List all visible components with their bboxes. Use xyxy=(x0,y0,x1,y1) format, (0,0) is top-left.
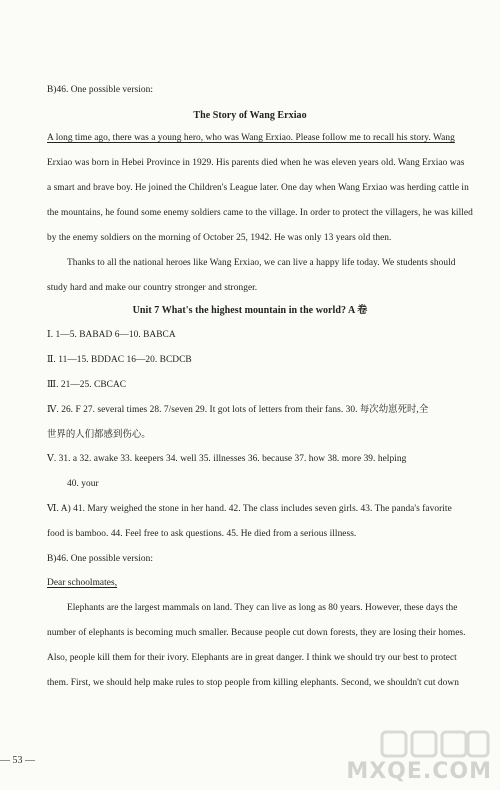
letter-line-4: them. First, we should help make rules to stop people from killing elephants. Second, we shouldn't cut down xyxy=(47,678,459,688)
essay-line-7: study hard and make our country stronger and stronger. xyxy=(47,283,258,293)
letter-line-3: Also, people kill them for their ivory. Elephants are in great danger. I think we should try our best to protect xyxy=(47,653,457,663)
essay-line-3: a smart and brave boy. He joined the Children's League later. One day when Wang Erxiao was herding cattle in xyxy=(47,183,469,193)
letter-salutation: Dear schoolmates, xyxy=(47,578,118,588)
answer-part-4: Ⅳ. 26. F 27. several times 28. 7/seven 29. It got lots of letters from their fans. 30. 每次幼崽死时,全 xyxy=(47,405,429,415)
essay-title: The Story of Wang Erxiao xyxy=(193,110,307,121)
answer-part-5-cont: 40. your xyxy=(67,479,99,489)
essay-line-1: A long time ago, there was a young hero, who was Wang Erxiao. Please follow me to recall his story. Wang xyxy=(47,133,455,143)
answer-part-5: Ⅴ. 31. a 32. awake 33. keepers 34. well 35. illnesses 36. because 37. how 38. more 39. helping xyxy=(47,454,407,464)
letter-line-1: Elephants are the largest mammals on land. They can live as long as 80 years. However, these days the xyxy=(67,603,458,613)
essay-line-4: the mountains, he found some enemy soldiers came to the village. In order to protect the villagers, he was killed xyxy=(47,208,473,218)
essay-line-6: Thanks to all the national heroes like Wang Erxiao, we can live a happy life today. We students should xyxy=(67,258,456,268)
unit-title: Unit 7 What's the highest mountain in the world? A 卷 xyxy=(132,305,368,316)
essay-line-2: Erxiao was born in Hebei Province in 1929. His parents died when he was eleven years old. Wang Erxiao was xyxy=(47,158,465,168)
answer-part-6: Ⅵ. A) 41. Mary weighed the stone in her hand. 42. The class includes seven girls. 43. The panda's favorite xyxy=(47,504,452,514)
section-heading-46b: B)46. One possible version: xyxy=(47,554,154,564)
page-number: — 53 — xyxy=(0,755,35,766)
essay-line-5: by the enemy soldiers on the morning of October 25, 1942. He was only 13 years old then. xyxy=(47,233,392,243)
letter-line-2: number of elephants is becoming much smaller. Because people cut down forests, they are losing their homes. xyxy=(47,628,466,638)
answer-part-2: Ⅱ. 11—15. BDDAC 16—20. BCDCB xyxy=(47,355,192,365)
answer-part-1: Ⅰ. 1—5. BABAD 6—10. BABCA xyxy=(47,330,176,340)
answer-part-6-cont: food is bamboo. 44. Feel free to ask questions. 45. He died from a serious illness. xyxy=(47,529,357,539)
answer-part-4-cont: 世界的人们都感到伤心。 xyxy=(47,430,151,440)
answer-part-3: Ⅲ. 21—25. CBCAC xyxy=(47,380,127,390)
section-heading-46: B)46. One possible version: xyxy=(47,85,154,95)
watermark-logo xyxy=(346,728,492,784)
watermark-text: MXQE.COM xyxy=(346,759,492,784)
